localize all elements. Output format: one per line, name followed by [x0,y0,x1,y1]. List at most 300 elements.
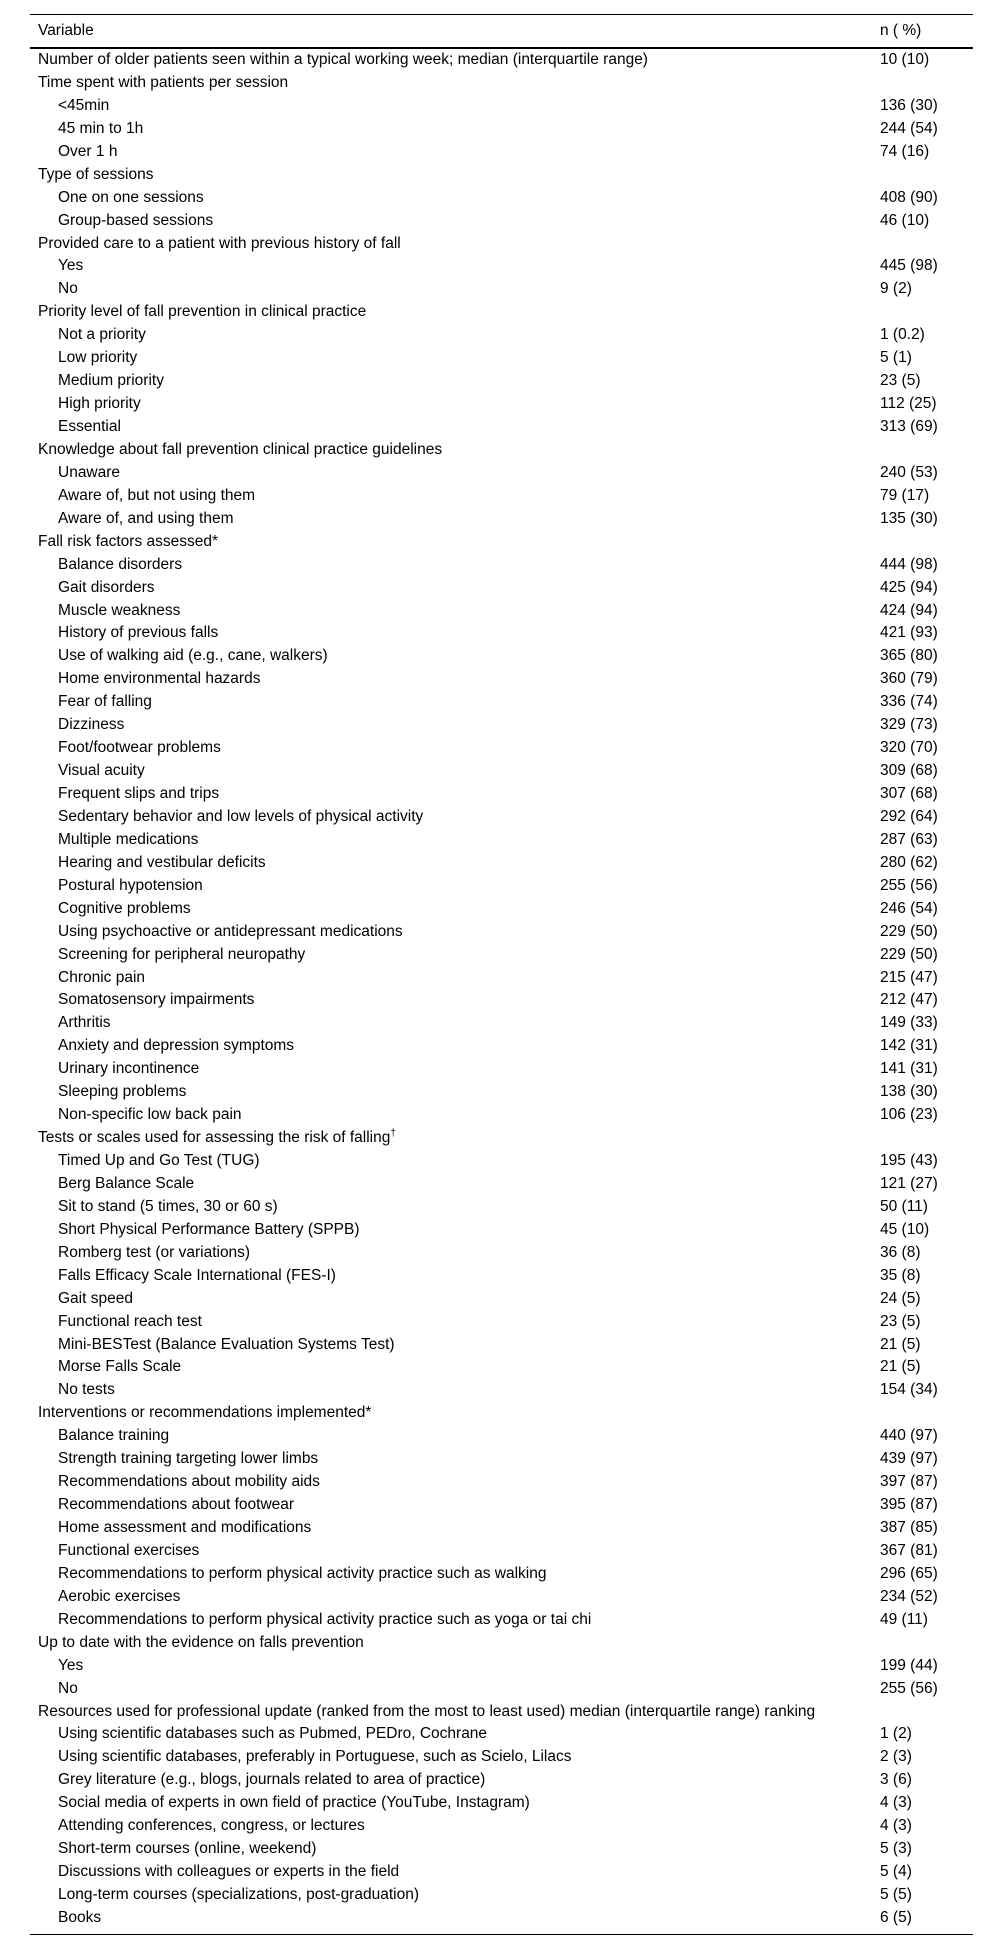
row-value: 329 (73) [880,716,938,734]
row-label-text: Aware of, and using them [58,509,234,527]
table-row [30,1288,973,1311]
row-label-text: Tests or scales used for assessing the risk of falling [38,1129,391,1147]
row-value: 440 (97) [880,1427,938,1445]
table-row [30,1150,973,1173]
row-value: 309 (68) [880,762,938,780]
row-label [58,1884,419,1907]
row-label [58,1609,591,1632]
data-table [30,14,973,1935]
table-row [30,1425,973,1448]
table-row [30,485,973,508]
row-value: 365 (80) [880,647,938,665]
row-label [58,989,254,1012]
row-label [58,622,218,645]
row-label [58,600,180,623]
row-value: 35 (8) [880,1266,921,1284]
table-section-row [30,72,973,95]
row-label [58,1792,530,1815]
row-label-text: Short-term courses (online, weekend) [58,1840,317,1858]
row-label-text: Number of older patients seen within a typical working week; median (interquartile range) [38,51,648,68]
table-row [30,1265,973,1288]
table-row [30,944,973,967]
row-label [58,921,403,944]
row-value: 320 (70) [880,739,938,757]
row-value: 36 (8) [880,1243,921,1261]
table-section-row [30,531,973,554]
row-label [58,95,109,118]
footnote-mark: † [390,1128,396,1140]
table-body [30,49,973,1930]
row-label-text: Timed Up and Go Test (TUG) [58,1152,260,1169]
row-label [58,1356,181,1379]
row-label-text: Long-term courses (specializations, post-graduation) [58,1886,419,1903]
row-value: 387 (85) [880,1519,938,1536]
row-value: 46 (10) [880,211,930,229]
table-row [30,278,973,301]
row-label-text: Use of walking aid (e.g., cane, walkers) [58,647,328,665]
row-label-text: Time spent with patients per session [38,73,289,91]
row-value: 142 (31) [880,1037,938,1055]
row-value: 154 (34) [880,1381,938,1399]
row-label [58,1311,202,1334]
row-label [58,370,164,393]
row-label [38,439,442,462]
row-value: 136 (30) [880,96,938,114]
row-label [58,1907,101,1930]
table-row [30,187,973,210]
row-label-text: Falls Efficacy Scale International (FES-I) [58,1266,336,1284]
row-value: 1 (0.2) [880,326,925,344]
row-label [58,1379,115,1402]
row-value: 5 (3) [880,1840,912,1858]
row-label-text: Unaware [58,463,121,481]
row-label-text: Essential [58,418,121,435]
row-label [38,301,366,324]
row-value: 240 (53) [880,463,938,481]
row-label-text: No [58,1679,78,1697]
table-row [30,1058,973,1081]
row-label [58,1494,294,1517]
table-row [30,255,973,278]
row-label-text: Visual acuity [58,762,145,780]
row-label-text: Gait disorders [58,578,155,596]
table-row [30,1678,973,1701]
row-label [38,49,648,72]
row-label [58,1586,180,1609]
row-value: 287 (63) [880,830,938,848]
row-label-text: Frequent slips and trips [58,785,220,802]
row-value: 445 (98) [880,257,938,275]
row-value: 5 (4) [880,1863,912,1881]
row-value: 395 (87) [880,1496,938,1514]
row-label-text: Screening for peripheral neuropathy [58,945,306,963]
row-label [58,462,120,485]
row-label [58,187,204,210]
table-row [30,416,973,439]
row-value: 292 (64) [880,807,938,825]
row-value: 10 (10) [880,51,930,68]
row-label [58,898,191,921]
row-value: 234 (52) [880,1587,938,1605]
row-label-text: Interventions or recommendations implemented* [38,1404,372,1422]
row-value: 255 (56) [880,876,938,894]
row-label [58,714,124,737]
row-label-text: Social media of experts in own field of practice (YouTube, Instagram) [58,1794,530,1812]
table-row [30,1242,973,1265]
row-label [58,1563,546,1586]
row-label-text: Strength training targeting lower limbs [58,1450,319,1468]
table-row [30,1907,973,1930]
row-value: 6 (5) [880,1908,912,1926]
table-section-row [30,1402,973,1425]
row-label-text: Not a priority [58,326,146,344]
row-label-text: Recommendations about mobility aids [58,1473,320,1491]
table-row [30,829,973,852]
row-label [58,485,255,508]
row-label-text: 45 min to 1h [58,119,144,137]
row-value: 439 (97) [880,1450,938,1468]
row-label-text: Non-specific low back pain [58,1106,242,1124]
row-label [58,1104,242,1127]
row-label-text: Yes [58,257,84,275]
row-label-text: Sleeping problems [58,1083,187,1101]
row-value: 79 (17) [880,486,930,504]
row-value: 4 (3) [880,1817,912,1835]
table-row [30,691,973,714]
table-row [30,324,973,347]
row-label [58,1517,311,1540]
row-value: 313 (69) [880,418,938,435]
row-label-text: History of previous falls [58,624,219,642]
row-label-text: Type of sessions [38,165,154,183]
row-value: 4 (3) [880,1794,912,1812]
row-label-text: Aerobic exercises [58,1587,181,1605]
row-label [58,210,213,233]
table-row [30,393,973,416]
table-row [30,1356,973,1379]
table-row [30,898,973,921]
table-section-row [30,1127,973,1150]
row-value: 3 (6) [880,1771,912,1789]
table-row [30,806,973,829]
row-value: 23 (5) [880,1312,921,1330]
table-row [30,1746,973,1769]
table-row [30,921,973,944]
row-label [58,1678,78,1701]
row-label [58,1815,365,1838]
row-label-text: Hearing and vestibular deficits [58,853,266,871]
row-label [58,324,146,347]
row-label-text: Balance training [58,1427,170,1445]
table-row [30,1081,973,1104]
table-bottom-rule [30,1934,973,1935]
table-row [30,1173,973,1196]
table-row [30,1517,973,1540]
table-row [30,577,973,600]
row-label [58,691,152,714]
row-value: 444 (98) [880,555,938,573]
row-label-text: Fall risk factors assessed* [38,532,219,550]
table-section-row [30,233,973,256]
table-row [30,783,973,806]
table-row [30,1104,973,1127]
table-row [30,989,973,1012]
row-label-text: Books [58,1908,102,1926]
row-label [58,577,154,600]
row-value: 280 (62) [880,853,938,871]
row-label-text: Discussions with colleagues or experts in the field [58,1863,400,1881]
row-value: 307 (68) [880,785,938,802]
table-row [30,1035,973,1058]
row-value: 360 (79) [880,670,938,688]
row-label-text: Muscle weakness [58,601,181,619]
row-label-text: Over 1 h [58,142,118,160]
row-label-text: Anxiety and depression symptoms [58,1037,295,1055]
row-label-text: Recommendations about footwear [58,1496,295,1514]
row-value: 24 (5) [880,1289,921,1307]
table-row [30,967,973,990]
row-label-text: Dizziness [58,716,125,734]
row-label-text: Balance disorders [58,555,183,573]
row-label-text: Romberg test (or variations) [58,1243,251,1261]
row-label [38,1632,364,1655]
row-label [58,1746,572,1769]
row-value: 21 (5) [880,1335,921,1353]
row-value: 50 (11) [880,1197,928,1215]
row-label [58,783,219,806]
table-row [30,622,973,645]
table-section-row [30,49,973,72]
table-row [30,1311,973,1334]
row-label-text: Cognitive problems [58,899,191,917]
row-value: 408 (90) [880,188,938,206]
row-label-text: Medium priority [58,372,164,390]
table-row [30,1586,973,1609]
row-label-text: Yes [58,1656,84,1674]
row-label [58,645,328,668]
table-row [30,1540,973,1563]
row-label [58,1723,487,1746]
row-value: 135 (30) [880,509,938,527]
row-label-text: Sedentary behavior and low levels of physical activity [58,807,424,825]
table-row [30,600,973,623]
row-label [58,737,221,760]
row-label [58,1081,186,1104]
header-n-percent: n ( %) [880,22,922,39]
table-row [30,645,973,668]
row-label-text: No [58,280,78,298]
table-row [30,852,973,875]
row-label-text: Urinary incontinence [58,1060,200,1078]
row-label-text: Foot/footwear problems [58,739,221,757]
row-label-text: Using scientific databases such as Pubmed, PEDro, Cochrane [58,1725,488,1743]
row-label-text: One on one sessions [58,188,204,206]
row-label [58,1769,485,1792]
row-value: 421 (93) [880,624,938,642]
row-label-text: Somatosensory impairments [58,991,255,1009]
table-row [30,347,973,370]
row-value: 229 (50) [880,922,938,940]
table-section-row [30,1632,973,1655]
table-row [30,1563,973,1586]
row-label-text: Resources used for professional update (ranked from the most to least used) median (interquartile range) ranking [38,1702,816,1720]
row-label [58,278,78,301]
row-label [58,668,260,691]
table-row [30,1884,973,1907]
table-row [30,118,973,141]
table-row [30,95,973,118]
table-row [30,1012,973,1035]
row-label [58,852,266,875]
table-row [30,1815,973,1838]
row-value: 215 (47) [880,968,938,986]
row-value: 45 (10) [880,1220,930,1238]
row-label [58,806,423,829]
row-label-text: Multiple medications [58,830,199,848]
row-label [58,1861,399,1884]
row-label-text: High priority [58,395,141,413]
table-row [30,1769,973,1792]
row-label [58,416,121,439]
row-label-text: Functional exercises [58,1541,200,1559]
row-label [38,72,288,95]
row-label-text: Postural hypotension [58,876,203,894]
row-label-text: Using psychoactive or antidepressant medications [58,922,403,940]
table-row [30,1494,973,1517]
row-value: 212 (47) [880,991,938,1009]
row-label [58,554,182,577]
row-label [58,875,203,898]
row-label-text: Attending conferences, congress, or lectures [58,1817,365,1835]
row-label-text: Gait speed [58,1289,133,1307]
table-row [30,1609,973,1632]
row-value: 23 (5) [880,372,921,390]
row-value: 1 (2) [880,1725,912,1743]
row-label-text: Group-based sessions [58,211,214,229]
row-label-text: Home assessment and modifications [58,1519,312,1536]
row-value: 424 (94) [880,601,938,619]
table-row [30,1792,973,1815]
table-row [30,1219,973,1242]
row-label-text: Arthritis [58,1014,111,1032]
row-value: 2 (3) [880,1748,912,1766]
table-row [30,1723,973,1746]
row-label [58,1012,111,1035]
row-label-text: Recommendations to perform physical activity practice such as yoga or tai chi [58,1610,592,1628]
table-row [30,1861,973,1884]
row-label [58,760,145,783]
row-label-text: Priority level of fall prevention in clinical practice [38,303,367,321]
table-row [30,1334,973,1357]
table-row [30,508,973,531]
row-label-text: Short Physical Performance Battery (SPPB) [58,1220,360,1238]
row-label-text: Berg Balance Scale [58,1174,195,1192]
row-label-text: Using scientific databases, preferably in Portuguese, such as Scielo, Lilacs [58,1748,572,1766]
row-label-text: No tests [58,1381,115,1399]
row-label [58,118,143,141]
row-value: 296 (65) [880,1564,938,1582]
row-value: 246 (54) [880,899,938,917]
row-label [58,829,198,852]
row-value: 229 (50) [880,945,938,963]
row-label [58,1150,260,1173]
row-label [58,1196,278,1219]
row-label-text: Recommendations to perform physical activity practice such as walking [58,1564,547,1582]
row-label [58,508,234,531]
row-value: 425 (94) [880,578,938,596]
row-label [38,531,218,554]
table-row [30,141,973,164]
row-label [58,1058,199,1081]
row-label [58,967,145,990]
row-value: 149 (33) [880,1014,938,1032]
table-row [30,1196,973,1219]
row-label [58,1242,250,1265]
table-section-row [30,1701,973,1724]
row-label [58,1838,316,1861]
row-value: 49 (11) [880,1610,928,1628]
row-label [38,233,401,256]
row-label [58,1219,360,1242]
row-label-text: Provided care to a patient with previous history of fall [38,234,401,252]
row-label-text: Knowledge about fall prevention clinical practice guidelines [38,440,443,458]
table-row [30,1471,973,1494]
table-row [30,668,973,691]
row-label-text: Aware of, but not using them [58,486,256,504]
row-label [58,393,141,416]
row-value: 74 (16) [880,142,930,160]
row-label [58,141,117,164]
table-section-row [30,301,973,324]
row-value: 199 (44) [880,1656,938,1674]
row-value: 141 (31) [880,1060,938,1078]
row-value: 9 (2) [880,280,912,298]
row-label [58,1173,194,1196]
row-label-text: Home environmental hazards [58,670,261,688]
table-row [30,1379,973,1402]
row-label [58,255,83,278]
row-label [58,944,305,967]
row-label [58,347,137,370]
row-value: 21 (5) [880,1358,921,1376]
row-value: 5 (1) [880,349,912,367]
table-row [30,1448,973,1471]
row-label-text: Grey literature (e.g., blogs, journals related to area of practice) [58,1771,486,1789]
row-label [38,164,153,187]
row-label [38,1127,396,1150]
row-label-text: Fear of falling [58,693,152,711]
row-label [58,1035,294,1058]
table-section-row [30,164,973,187]
row-value: 121 (27) [880,1174,938,1192]
row-value: 397 (87) [880,1473,938,1491]
row-value: 112 (25) [880,395,937,413]
table-row [30,1838,973,1861]
row-label [58,1448,318,1471]
row-value: 336 (74) [880,693,938,711]
row-value: 367 (81) [880,1541,938,1559]
row-label [58,1288,133,1311]
row-label [38,1402,371,1425]
header-variable: Variable [38,22,94,39]
table-row [30,554,973,577]
row-label-text: Chronic pain [58,968,146,986]
row-label-text: Functional reach test [58,1312,202,1330]
row-label [38,1701,815,1724]
table-row [30,370,973,393]
row-label [58,1655,83,1678]
table-row [30,462,973,485]
